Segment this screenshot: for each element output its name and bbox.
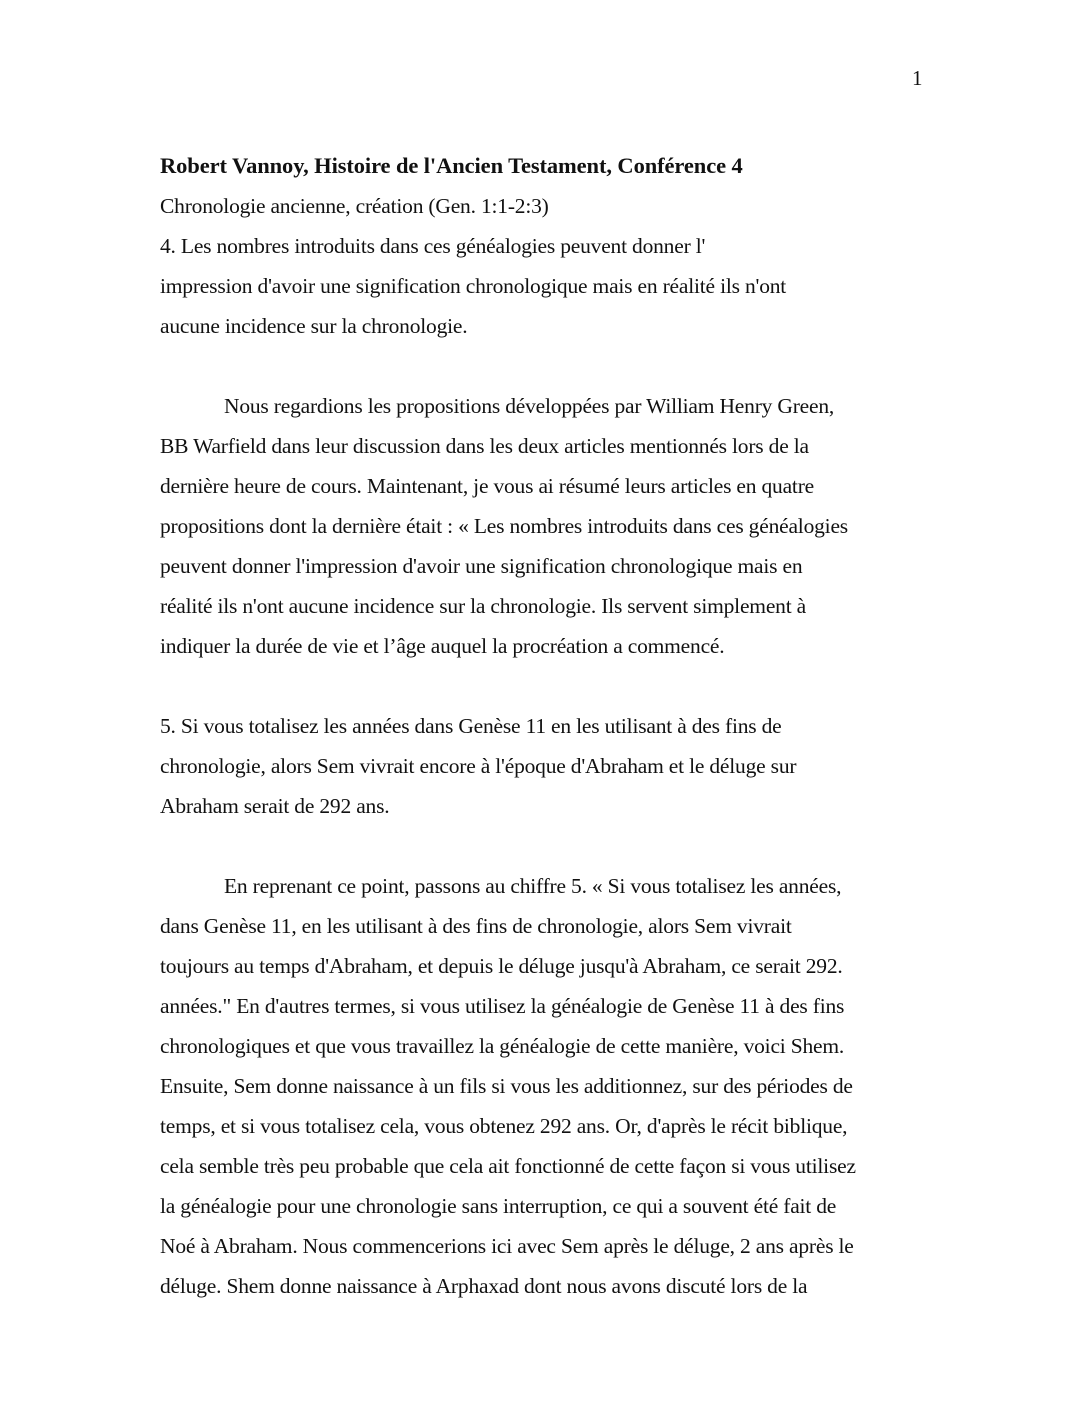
text-line: indiquer la durée de vie et l’âge auquel la procréation a commencé. [160, 634, 725, 658]
text-line: Abraham serait de 292 ans. [160, 794, 390, 818]
text-line: dernière heure de cours. Maintenant, je vous ai résumé leurs articles en quatre [160, 474, 815, 498]
text-line: Ensuite, Sem donne naissance à un fils si vous les additionnez, sur des périodes de [160, 1074, 853, 1098]
paragraph-gap [160, 666, 950, 706]
text-line: chronologiques et que vous travaillez la généalogie de cette manière, voici Shem. [160, 1034, 845, 1058]
intro-heading [160, 226, 950, 346]
text-line: 5. Si vous totalisez les années dans Genèse 11 en les utilisant à des fins de [160, 714, 782, 738]
paragraph-gap [160, 826, 950, 866]
text-line: En reprenant ce point, passons au chiffre 5. « Si vous totalisez les années, [224, 874, 842, 898]
text-line: années." En d'autres termes, si vous utilisez la généalogie de Genèse 11 à des fins [160, 994, 845, 1018]
page-number: 1 [912, 66, 923, 90]
text-line: impression d'avoir une signification chronologique mais en réalité ils n'ont [160, 274, 787, 298]
text-line: cela semble très peu probable que cela ait fonctionné de cette façon si vous utilisez [160, 1154, 856, 1178]
text-line: dans Genèse 11, en les utilisant à des fins de chronologie, alors Sem vivrait [160, 914, 792, 938]
text-line: Nous regardions les propositions développées par William Henry Green, [224, 394, 835, 418]
text-line: toujours au temps d'Abraham, et depuis le déluge jusqu'à Abraham, ce serait 292. [160, 954, 843, 978]
text-line: 4. Les nombres introduits dans ces généalogies peuvent donner l' [160, 234, 706, 258]
document-title: Robert Vannoy, Histoire de l'Ancien Testament, Conférence 4 [160, 153, 743, 178]
document-subtitle: Chronologie ancienne, création (Gen. 1:1-2:3) [160, 194, 549, 218]
text-line: BB Warfield dans leur discussion dans les deux articles mentionnés lors de la [160, 434, 809, 458]
paragraph-1 [160, 386, 950, 666]
text-line: peuvent donner l'impression d'avoir une signification chronologique mais en [160, 554, 803, 578]
text-line: temps, et si vous totalisez cela, vous obtenez 292 ans. Or, d'après le récit biblique, [160, 1114, 848, 1138]
text-line: Noé à Abraham. Nous commencerions ici avec Sem après le déluge, 2 ans après le [160, 1234, 854, 1258]
paragraph-2 [160, 866, 950, 1306]
text-line: propositions dont la dernière était : « Les nombres introduits dans ces généalogies [160, 514, 848, 538]
text-line: chronologie, alors Sem vivrait encore à l'époque d'Abraham et le déluge sur [160, 754, 797, 778]
text-line: la généalogie pour une chronologie sans interruption, ce qui a souvent été fait de [160, 1194, 837, 1218]
text-line: aucune incidence sur la chronologie. [160, 314, 468, 338]
document-body [160, 146, 950, 1306]
point-5-heading [160, 706, 950, 826]
text-line: réalité ils n'ont aucune incidence sur la chronologie. Ils servent simplement à [160, 594, 806, 618]
text-line: déluge. Shem donne naissance à Arphaxad dont nous avons discuté lors de la [160, 1274, 808, 1298]
paragraph-gap [160, 346, 950, 386]
